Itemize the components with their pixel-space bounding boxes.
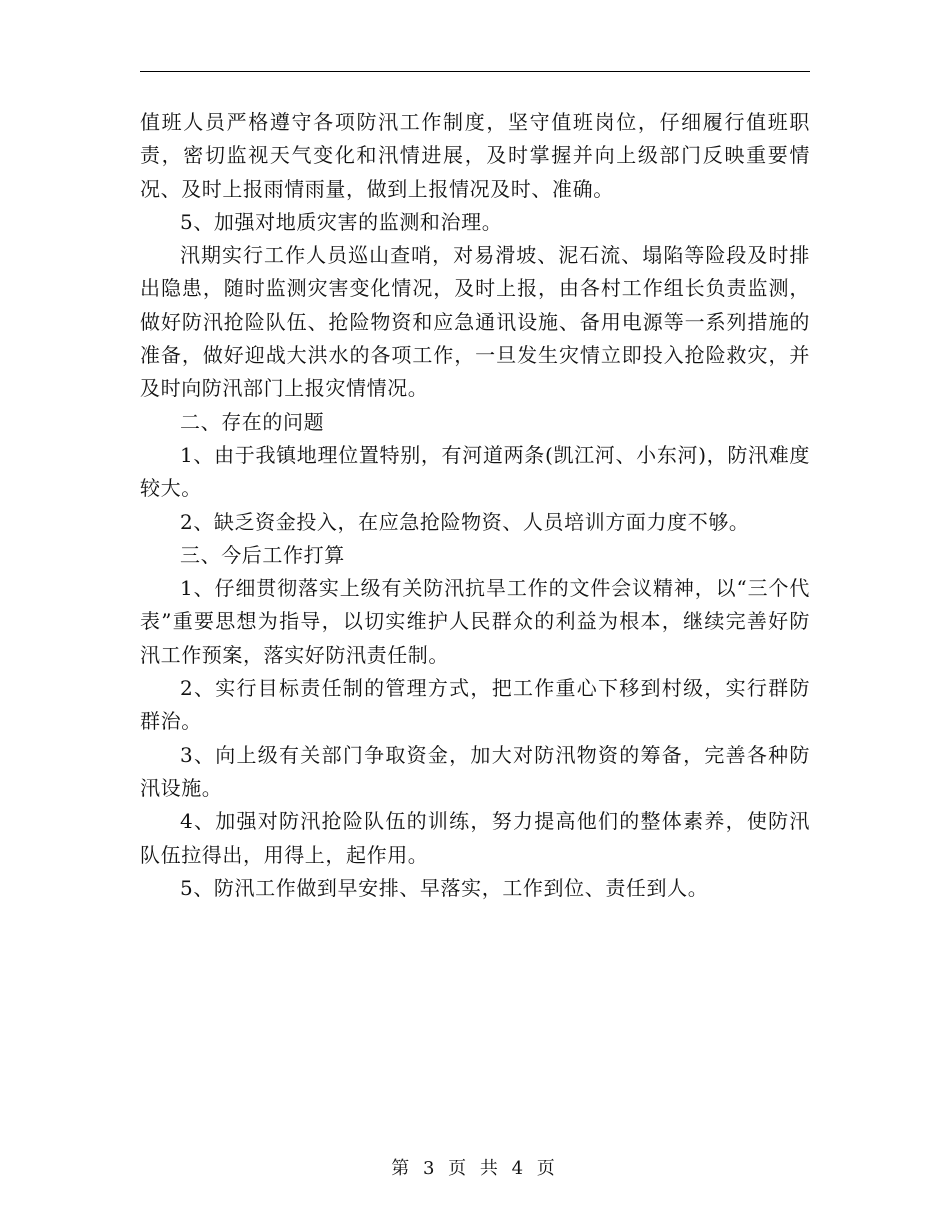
- paragraph-geology-detail: 汛期实行工作人员巡山查哨，对易滑坡、泥石流、塌陷等险段及时排出隐患，随时监测灾害变化情况，及时上报，由各村工作组长负责监测，做好防汛抢险队伍、抢险物资和应急通讯设施、备用电源等一系列措施的准备，做好迎战大洪水的各项工作，一旦发生灾情立即投入抢险救灾，并及时向防汛部门上报灾情情况。: [140, 243, 810, 401]
- document-body: [140, 106, 810, 905]
- paragraph-plan-4: 4、加强对防汛抢险队伍的训练，努力提高他们的整体素养，使防汛队伍拉得出，用得上，起作用。: [140, 809, 810, 867]
- section-heading-problems: 二、存在的问题: [180, 409, 325, 434]
- paragraph-plan-5: 5、防汛工作做到早安排、早落实，工作到位、责任到人。: [180, 875, 709, 900]
- paragraph-duty-continuation: 值班人员严格遵守各项防汛工作制度，坚守值班岗位，仔细履行值班职责，密切监视天气变化和汛情进展，及时掌握并向上级部门反映重要情况、及时上报雨情雨量，做到上报情况及时、准确。: [140, 110, 810, 201]
- section-heading-plans: 三、今后工作打算: [180, 542, 345, 567]
- paragraph-item-geology-heading: 5、加强对地质灾害的监测和治理。: [180, 209, 503, 234]
- paragraph-problem-2: 2、缺乏资金投入，在应急抢险物资、人员培训方面力度不够。: [180, 509, 750, 534]
- paragraph-plan-2: 2、实行目标责任制的管理方式，把工作重心下移到村级，实行群防群治。: [140, 676, 810, 734]
- paragraph-plan-3: 3、向上级有关部门争取资金，加大对防汛物资的筹备，完善各种防汛设施。: [140, 742, 810, 800]
- header-rule: [140, 71, 810, 72]
- paragraph-plan-1: 1、仔细贯彻落实上级有关防汛抗旱工作的文件会议精神，以“三个代表”重要思想为指导，以切实维护人民群众的利益为根本，继续完善好防汛工作预案，落实好防汛责任制。: [140, 576, 810, 667]
- paragraph-problem-1: 1、由于我镇地理位置特别，有河道两条(凯江河、小东河)，防汛难度较大。: [140, 442, 810, 501]
- page-number-footer: 第 3 页 共 4 页: [391, 1158, 559, 1179]
